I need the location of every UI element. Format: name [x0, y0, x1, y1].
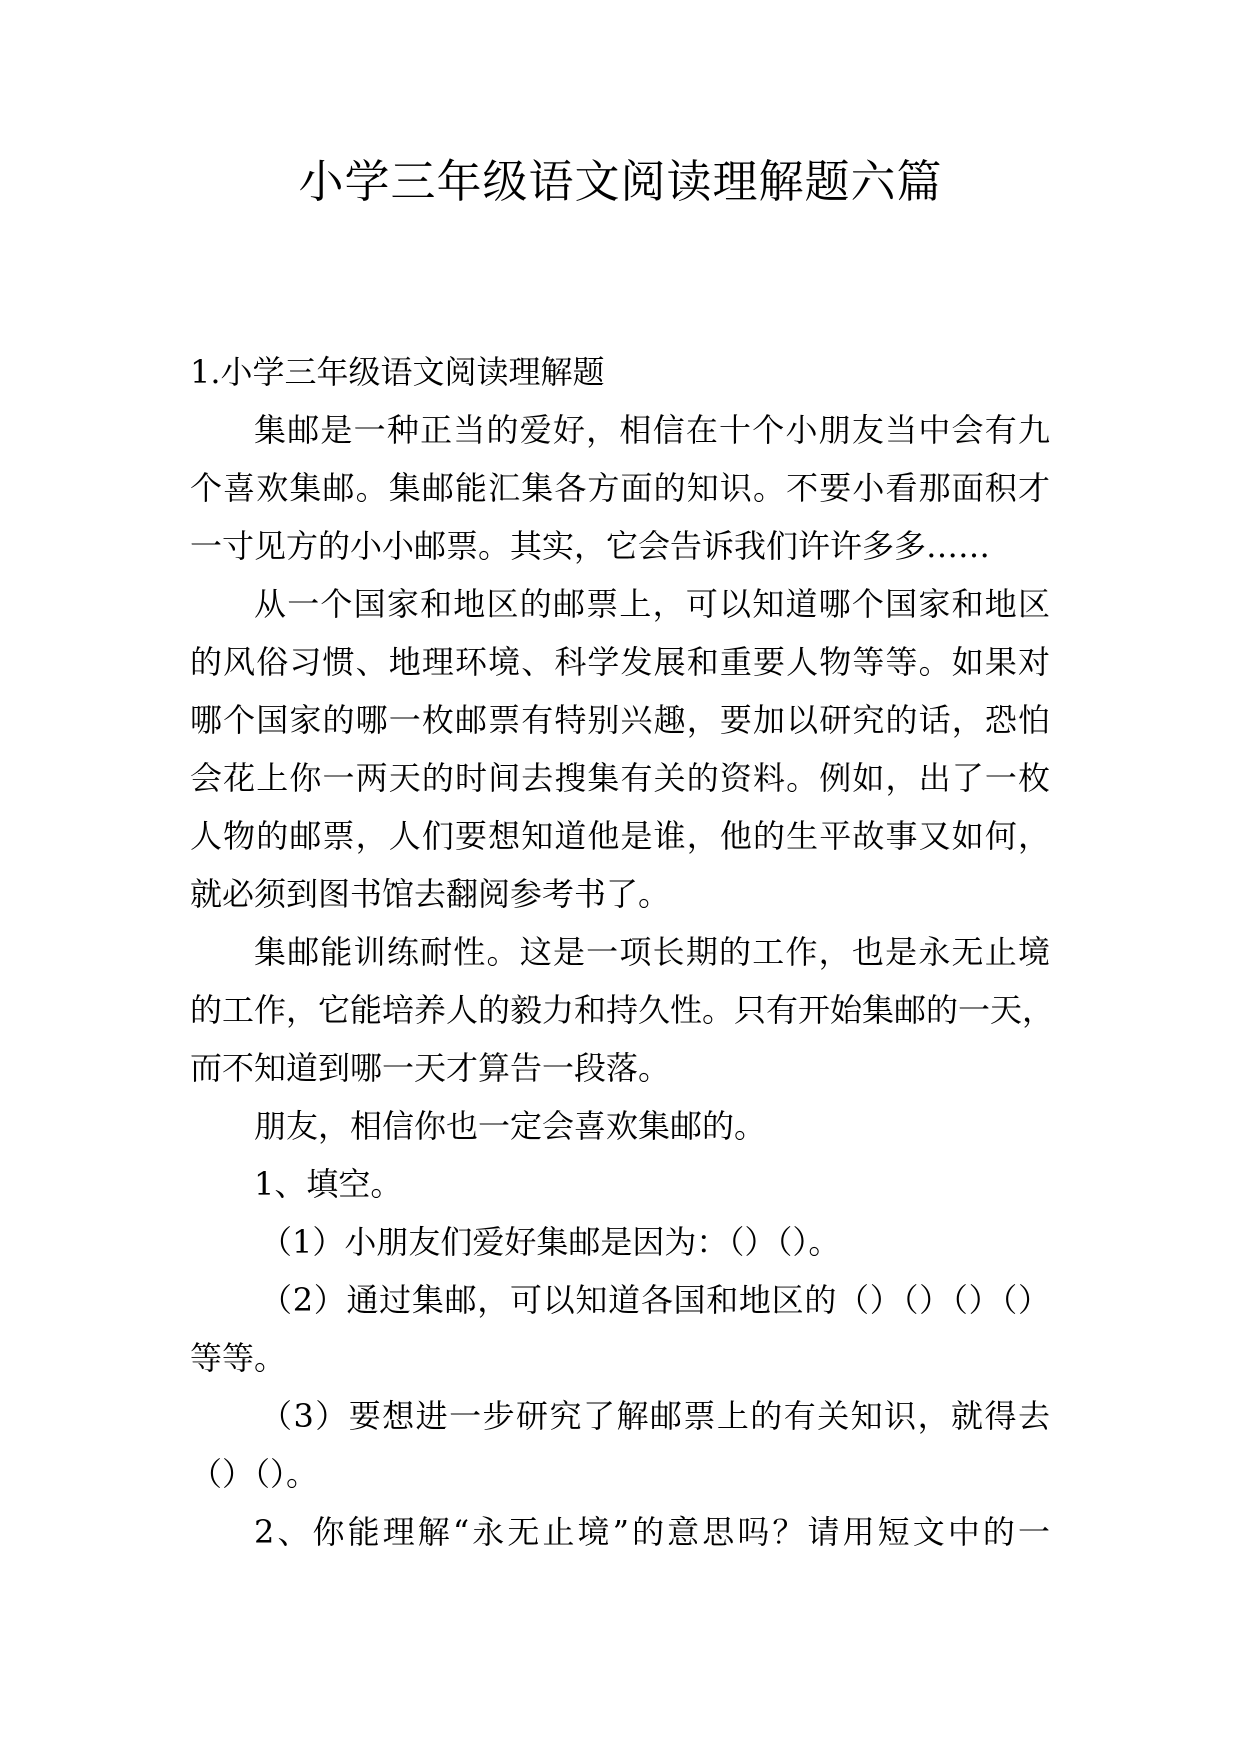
paragraph-line: 的风俗习惯、地理环境、科学发展和重要人物等等。如果对	[190, 643, 1050, 681]
paragraph-line: 朋友，相信你也一定会喜欢集邮的。	[254, 1107, 767, 1145]
document-title: 小学三年级语文阅读理解题六篇	[298, 155, 943, 208]
paragraph-line: 而不知道到哪一天才算告一段落。	[190, 1049, 671, 1087]
question-item: （3）要想进一步研究了解邮票上的有关知识，就得去	[260, 1397, 1050, 1435]
paragraph-line: 就必须到图书馆去翻阅参考书了。	[190, 875, 671, 913]
paragraph-line: 一寸见方的小小邮票。其实，它会告诉我们许许多多……	[190, 527, 991, 565]
question-item: （1）小朋友们爱好集邮是因为：（）（）。	[260, 1223, 841, 1261]
paragraph-line: 人物的邮票，人们要想知道他是谁，他的生平故事又如何，	[190, 817, 1050, 855]
question-heading: 2、你能理解“永无止境”的意思吗？请用短文中的一	[254, 1513, 1050, 1551]
question-item-continuation: 等等。	[190, 1339, 287, 1377]
paragraph-line: 集邮能训练耐性。这是一项长期的工作，也是永无止境	[254, 933, 1050, 971]
paragraph-line: 从一个国家和地区的邮票上，可以知道哪个国家和地区	[254, 585, 1050, 623]
question-item: （2）通过集邮，可以知道各国和地区的（）（）（）（）	[260, 1281, 1050, 1319]
question-heading: 1、填空。	[254, 1165, 403, 1203]
section-heading: 1.小学三年级语文阅读理解题	[190, 353, 605, 391]
question-item-continuation: （）（）。	[190, 1455, 319, 1493]
paragraph-line: 会花上你一两天的时间去搜集有关的资料。例如，出了一枚	[190, 759, 1050, 797]
document-body	[190, 343, 1055, 1561]
paragraph-line: 个喜欢集邮。集邮能汇集各方面的知识。不要小看那面积才	[190, 469, 1050, 507]
paragraph-line: 集邮是一种正当的爱好，相信在十个小朋友当中会有九	[254, 411, 1050, 449]
paragraph-line: 哪个国家的哪一枚邮票有特别兴趣，要加以研究的话，恐怕	[190, 701, 1050, 739]
paragraph-line: 的工作，它能培养人的毅力和持久性。只有开始集邮的一天，	[190, 991, 1055, 1029]
